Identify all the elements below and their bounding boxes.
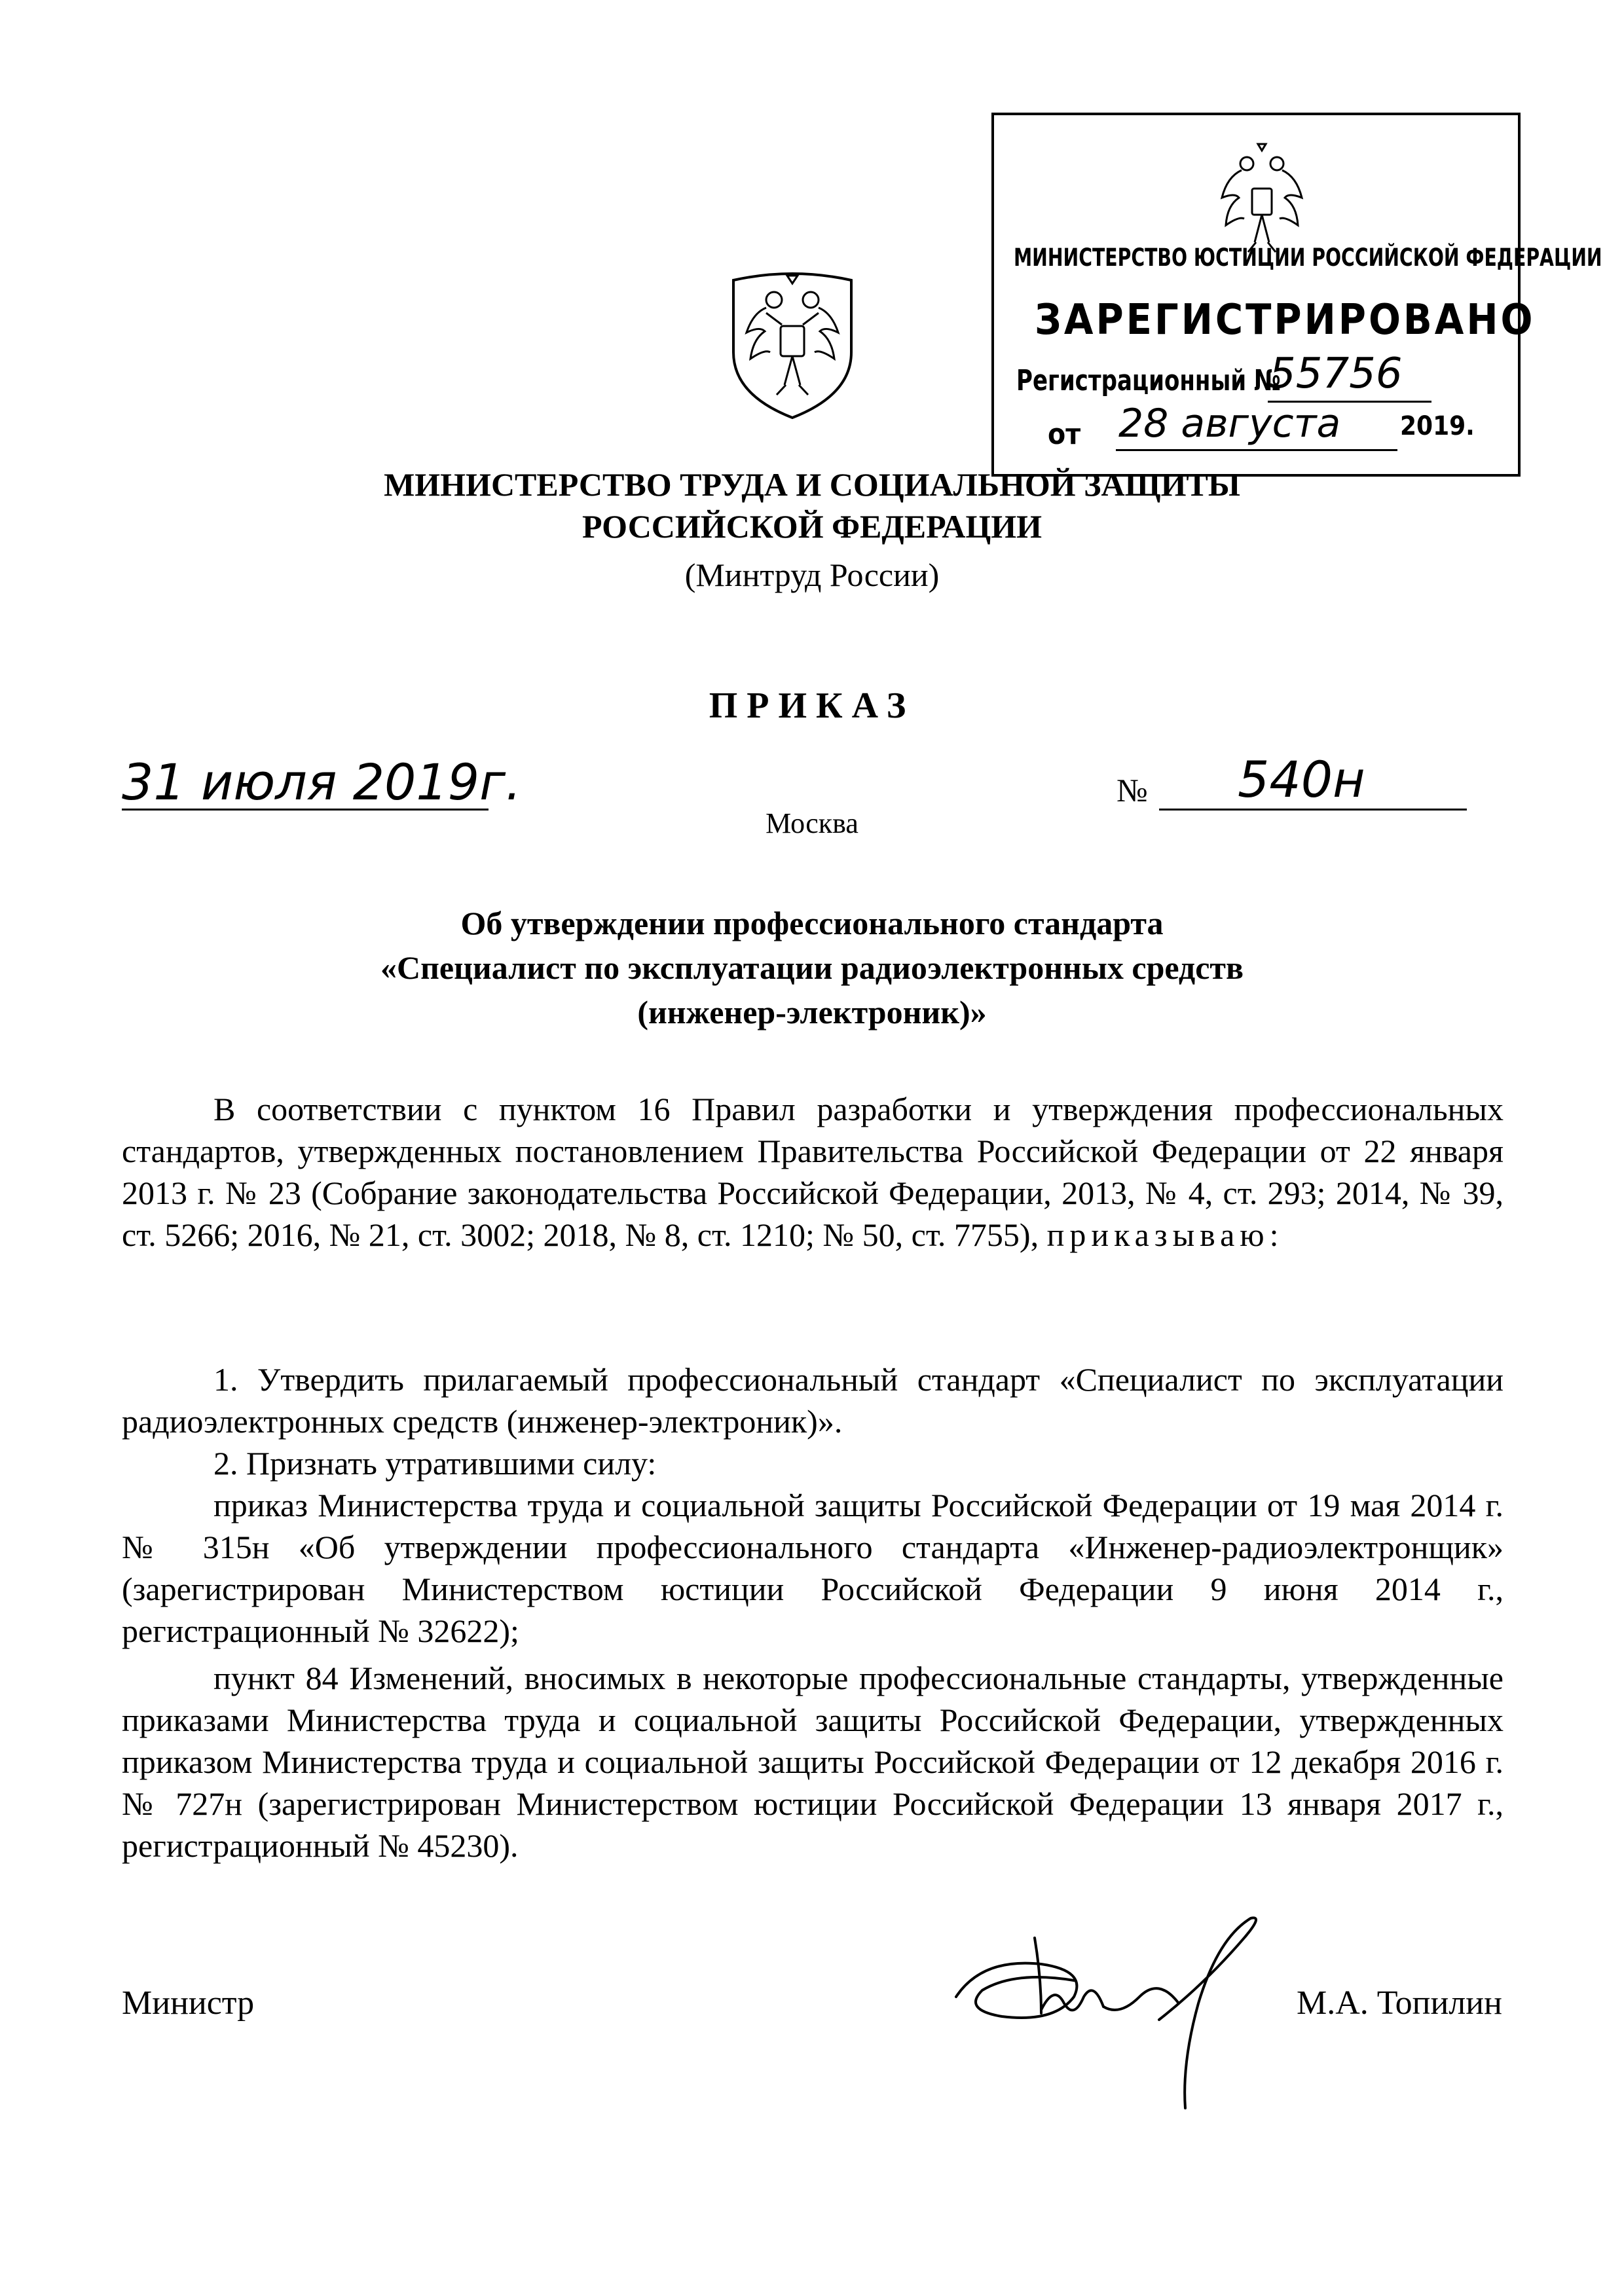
- order-date: 31 июля 2019г.: [122, 753, 522, 811]
- order-city: Москва: [766, 807, 858, 839]
- subject-line2: «Специалист по эксплуатации радиоэлектронных средств: [380, 949, 1244, 986]
- stamp-date-prefix: от: [1048, 418, 1081, 451]
- ministry-abbreviation: (Минтруд России): [684, 556, 940, 593]
- ministry-name-line2: РОССИЙСКОЙ ФЕДЕРАЦИИ: [581, 508, 1043, 545]
- subject-line1: Об утверждении профессионального стандарта: [460, 905, 1164, 941]
- document-type-title: ПРИКАЗ: [709, 685, 915, 726]
- stamp-registered-label: ЗАРЕГИСТРИРОВАНО: [1035, 296, 1536, 344]
- registration-stamp: [991, 113, 1602, 477]
- stamp-ministry-label: МИНИСТЕРСТВО ЮСТИЦИИ РОССИЙСКОЙ ФЕДЕРАЦИИ: [1014, 244, 1602, 272]
- order-subject: [0, 901, 1624, 1034]
- preamble-paragraph: [122, 1088, 1504, 1256]
- handwritten-signature-icon: [943, 1899, 1283, 2121]
- order-number-label: №: [1116, 772, 1148, 809]
- stamp-date-value: 28 августа: [1118, 401, 1341, 446]
- stamp-reg-label: Регистрационный №: [1016, 364, 1281, 397]
- state-emblem-icon: [727, 254, 858, 421]
- order-word: приказываю:: [1046, 1216, 1284, 1253]
- preamble-text: В соответствии с пунктом 16 Правил разработки и утверждения профессиональных стандартов, утвержденных постановлением Правительства Российской Федерации от 22 января 2013 г. № 23 (Собрание законодательства Российской Федерации, 2013, № 4, ст. 293; 2014, № 39, ст. 5266; 2016, № 21, ст. 3002; 2018, № 8, ст. 1210; № 50, ст. 7755),: [122, 1091, 1504, 1253]
- item-2a-paragraph: приказ Министерства труда и социальной защиты Российской Федерации от 19 мая 2014 г. № 315н «Об утверждении профессионального стандарта «Инженер-радиоэлектронщик» (зарегистрирован Министерством юстиции Российской Федерации 9 июня 2014 г., регистрационный № 32622);: [122, 1487, 1504, 1649]
- signatory-name: М.А. Топилин: [1297, 1984, 1502, 2022]
- stamp-reg-number: 55756: [1269, 350, 1403, 398]
- signatory-title: Министр: [122, 1984, 255, 2022]
- subject-line3: (инженер-электроник)»: [637, 994, 987, 1030]
- item-1-paragraph: 1. Утвердить прилагаемый профессиональный стандарт «Специалист по эксплуатации радиоэлектронных средств (инженер-электроник)».: [122, 1361, 1504, 1440]
- item-2-paragraph: 2. Признать утратившими силу:: [213, 1445, 657, 1482]
- ministry-name-line1: МИНИСТЕРСТВО ТРУДА И СОЦИАЛЬНОЙ ЗАЩИТЫ: [384, 466, 1240, 503]
- item-2b-paragraph: пункт 84 Изменений, вносимых в некоторые профессиональные стандарты, утвержденные приказами Министерства труда и социальной защиты Российской Федерации, утвержденных приказом Министерства труда и социальной защиты Российской Федерации от 12 декабря 2016 г. № 727н (зарегистрирован Министерством юстиции Российской Федерации 13 января 2017 г., регистрационный № 45230).: [122, 1660, 1504, 1864]
- stamp-year: 2019.: [1400, 411, 1475, 441]
- ministry-name: [0, 464, 1624, 547]
- stamp-date-underline: [1116, 449, 1397, 451]
- order-number: 540н: [1238, 750, 1365, 809]
